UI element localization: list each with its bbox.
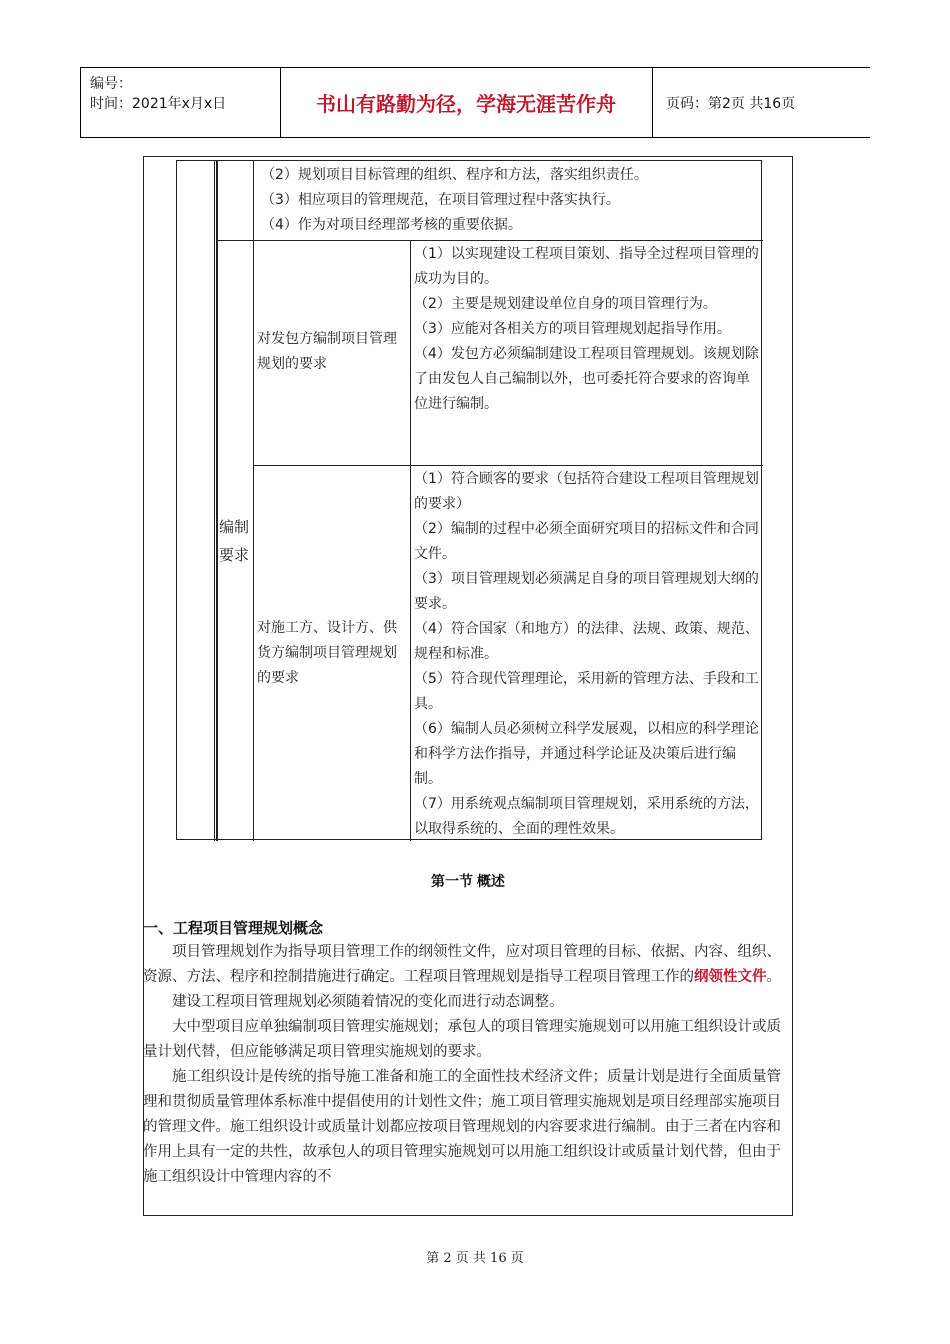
page-header — [80, 67, 870, 138]
row2-item: （2）编制的过程中必须全面研究项目的招标文件和合同文件。 — [414, 521, 759, 562]
document-number-label: 编号： — [90, 76, 132, 92]
row2-item: （4）符合国家（和地方）的法律、法规、政策、规范、规程和标准。 — [414, 621, 759, 662]
section-label — [219, 513, 253, 569]
header-meta — [90, 74, 226, 114]
section-subtitle: 一、工程项目管理规划概念 — [143, 920, 324, 937]
row2-items — [414, 467, 761, 842]
section-title: 第一节 概述 — [431, 873, 505, 889]
paragraph-3: 大中型项目应单独编制项目管理实施规划；承包人的项目管理实施规划可以用施工组织设计或质量计划代替，但应能够满足项目管理实施规划的要求。 — [143, 1019, 781, 1060]
row1-items — [414, 242, 761, 417]
table-hline-2 — [253, 465, 763, 466]
row1-item: （4）发包方必须编制建设工程项目管理规划。该规划除了由发包人自己编制以外，也可委托符合要求的咨询单位进行编制。 — [414, 346, 759, 412]
table-vline-5 — [217, 161, 218, 241]
row1-item: （1）以实现建设工程项目策划、指导全过程项目管理的成功为目的。 — [414, 246, 759, 287]
row1-label: 对发包方编制项目管理规划的要求 — [257, 331, 397, 372]
section-body — [143, 940, 791, 1190]
top-item: （2）规划项目目标管理的组织、程序和方法，落实组织责任。 — [261, 167, 648, 183]
table-vline-4 — [410, 241, 411, 841]
table-vline-3 — [253, 241, 254, 841]
paragraph-2: 建设工程项目管理规划必须随着情况的变化而进行动态调整。 — [172, 994, 564, 1010]
top-item: （3）相应项目的管理规范，在项目管理过程中落实执行。 — [261, 192, 620, 208]
row2-item: （7）用系统观点编制项目管理规划，采用系统的方法，以取得系统的、全面的理性效果。 — [414, 796, 759, 837]
paragraph-1-end: 。 — [766, 969, 781, 985]
requirements-table — [176, 160, 762, 840]
row2-label: 对施工方、设计方、供货方编制项目管理规划的要求 — [257, 620, 397, 686]
paragraph-1 — [143, 940, 791, 990]
section-label-line2: 要求 — [219, 546, 250, 564]
header-left-border — [80, 68, 81, 137]
row2-item: （1）符合顾客的要求（包括符合建设工程项目管理规划的要求） — [414, 471, 759, 512]
header-motto: 书山有路勤为径，学海无涯苦作舟 — [316, 92, 616, 116]
document-date: 时间：2021年x月x日 — [90, 96, 227, 112]
row1-item: （3）应能对各相关方的项目管理规划起指导作用。 — [414, 321, 731, 337]
highlight-term: 纲领性文件 — [694, 969, 767, 985]
paragraph-1-text: 项目管理规划作为指导项目管理工作的纲领性文件，应对项目管理的目标、依据、内容、组织、资源、方法、程序和控制措施进行确定。工程项目管理规划是指导工程项目管理工作的 — [143, 944, 781, 985]
header-divider-2 — [652, 68, 653, 137]
section-label-line1: 编制 — [219, 518, 250, 536]
row2-item: （3）项目管理规划必须满足自身的项目管理规划大纲的要求。 — [414, 571, 759, 612]
header-page-info: 页码：第2页 共16页 — [666, 95, 796, 112]
table-vline-6 — [253, 161, 254, 241]
top-items — [261, 163, 757, 238]
row2-item: （6）编制人员必须树立科学发展观，以相应的科学理论和科学方法作指导，并通过科学论证及决策后进行编制。 — [414, 721, 759, 787]
row1-item: （2）主要是规划建设单位自身的项目管理行为。 — [414, 296, 717, 312]
table-vline-2 — [217, 161, 218, 841]
row2-item: （5）符合现代管理理论，采用新的管理方法、手段和工具。 — [414, 671, 759, 712]
table-hline-1 — [217, 240, 763, 241]
page-footer: 第 2 页 共 16 页 — [426, 1251, 524, 1266]
paragraph-4: 施工组织设计是传统的指导施工准备和施工的全面性技术经济文件；质量计划是进行全面质量管理和贯彻质量管理体系标准中提倡使用的计划性文件；施工项目管理实施规划是项目经理部实施项目的管理文件。施工组织设计或质量计划都应按项目管理规划的内容要求进行编制。由于三者在内容和作用上具有一定的共性，故承包人的项目管理实施规划可以用施工组织设计或质量计划代替，但由于施工组织设计中管理内容的不 — [143, 1069, 781, 1185]
top-item: （4）作为对项目经理部考核的重要依据。 — [261, 217, 522, 233]
